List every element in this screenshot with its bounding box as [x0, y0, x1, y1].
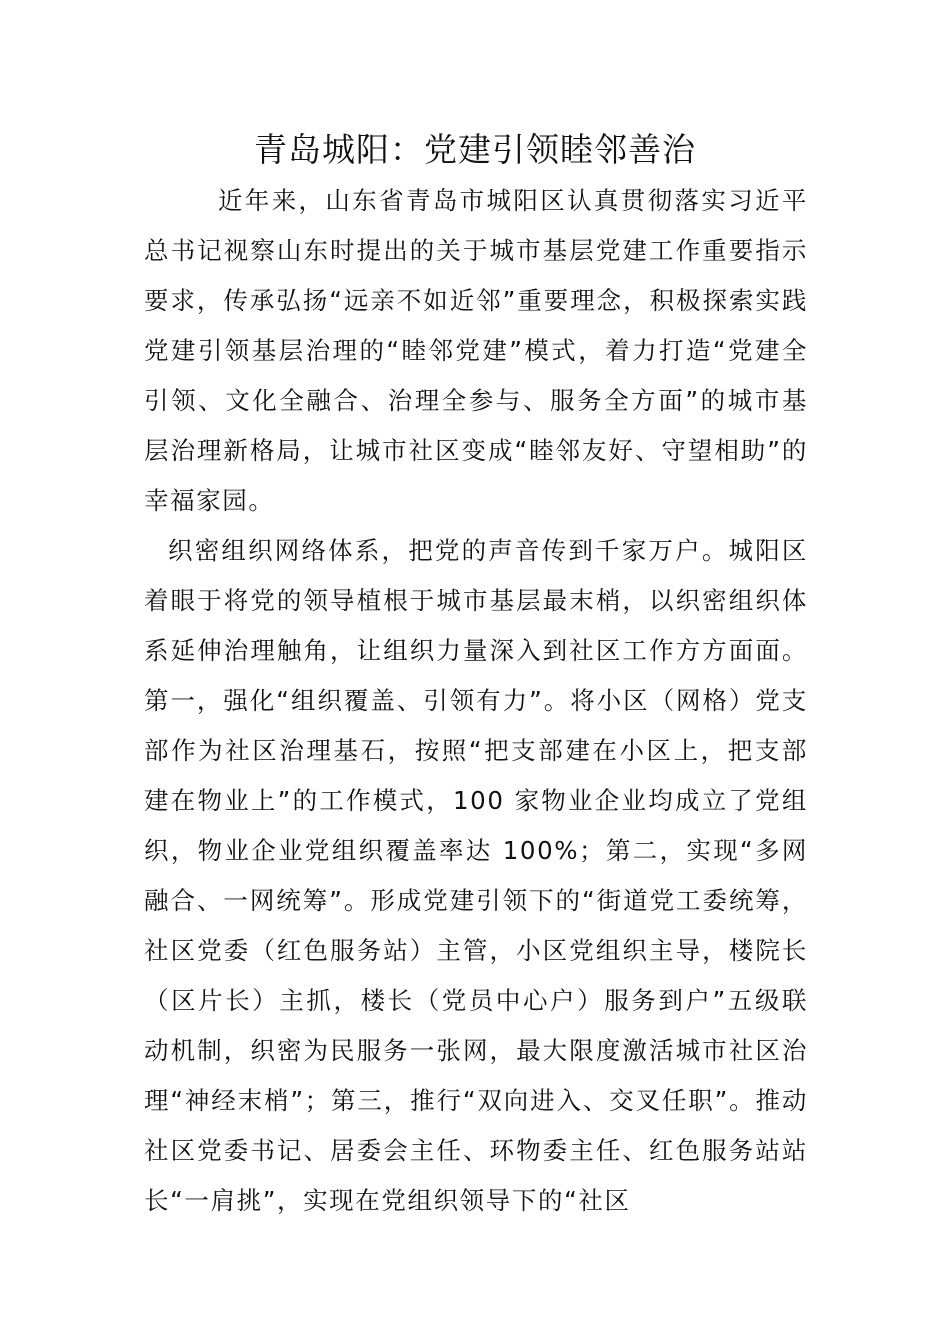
- document-title: 青岛城阳：党建引领睦邻善治: [254, 130, 696, 169]
- paragraph-intro: 近年来，山东省青岛市城阳区认真贯彻落实习近平总书记视察山东时提出的关于城市基层党建工作重要指示要求，传承弘扬“远亲不如近邻”重要理念，积极探索实践党建引领基层治理的“睦邻党建”模式，着力打造“党建全引领、文化全融合、治理全参与、服务全方面”的城市基层治理新格局，让城市社区变成“睦邻友好、守望相助”的幸福家园。: [144, 186, 808, 515]
- document-body: [144, 176, 808, 1226]
- paragraph-organization-network: 织密组织网络体系，把党的声音传到千家万户。城阳区着眼于将党的领导植根于城市基层最末梢，以织密组织体系延伸治理触角，让组织力量深入到社区工作方方面面。第一，强化“组织覆盖、引领有力”。将小区（网格）党支部作为社区治理基石，按照“把支部建在小区上，把支部建在物业上”的工作模式，100 家物业企业均成立了党组织，物业企业党组织覆盖率达 100%；第二，实现“多网融合、一网统筹”。形成党建引领下的“街道党工委统筹，社区党委（红色服务站）主管，小区党组织主导，楼院长（区片长）主抓，楼长（党员中心户）服务到户”五级联动机制，织密为民服务一张网，最大限度激活城市社区治理“神经末梢”；第三，推行“双向进入、交叉任职”。推动社区党委书记、居委会主任、环物委主任、红色服务站站长“一肩挑”，实现在党组织领导下的“社区: [144, 536, 808, 1215]
